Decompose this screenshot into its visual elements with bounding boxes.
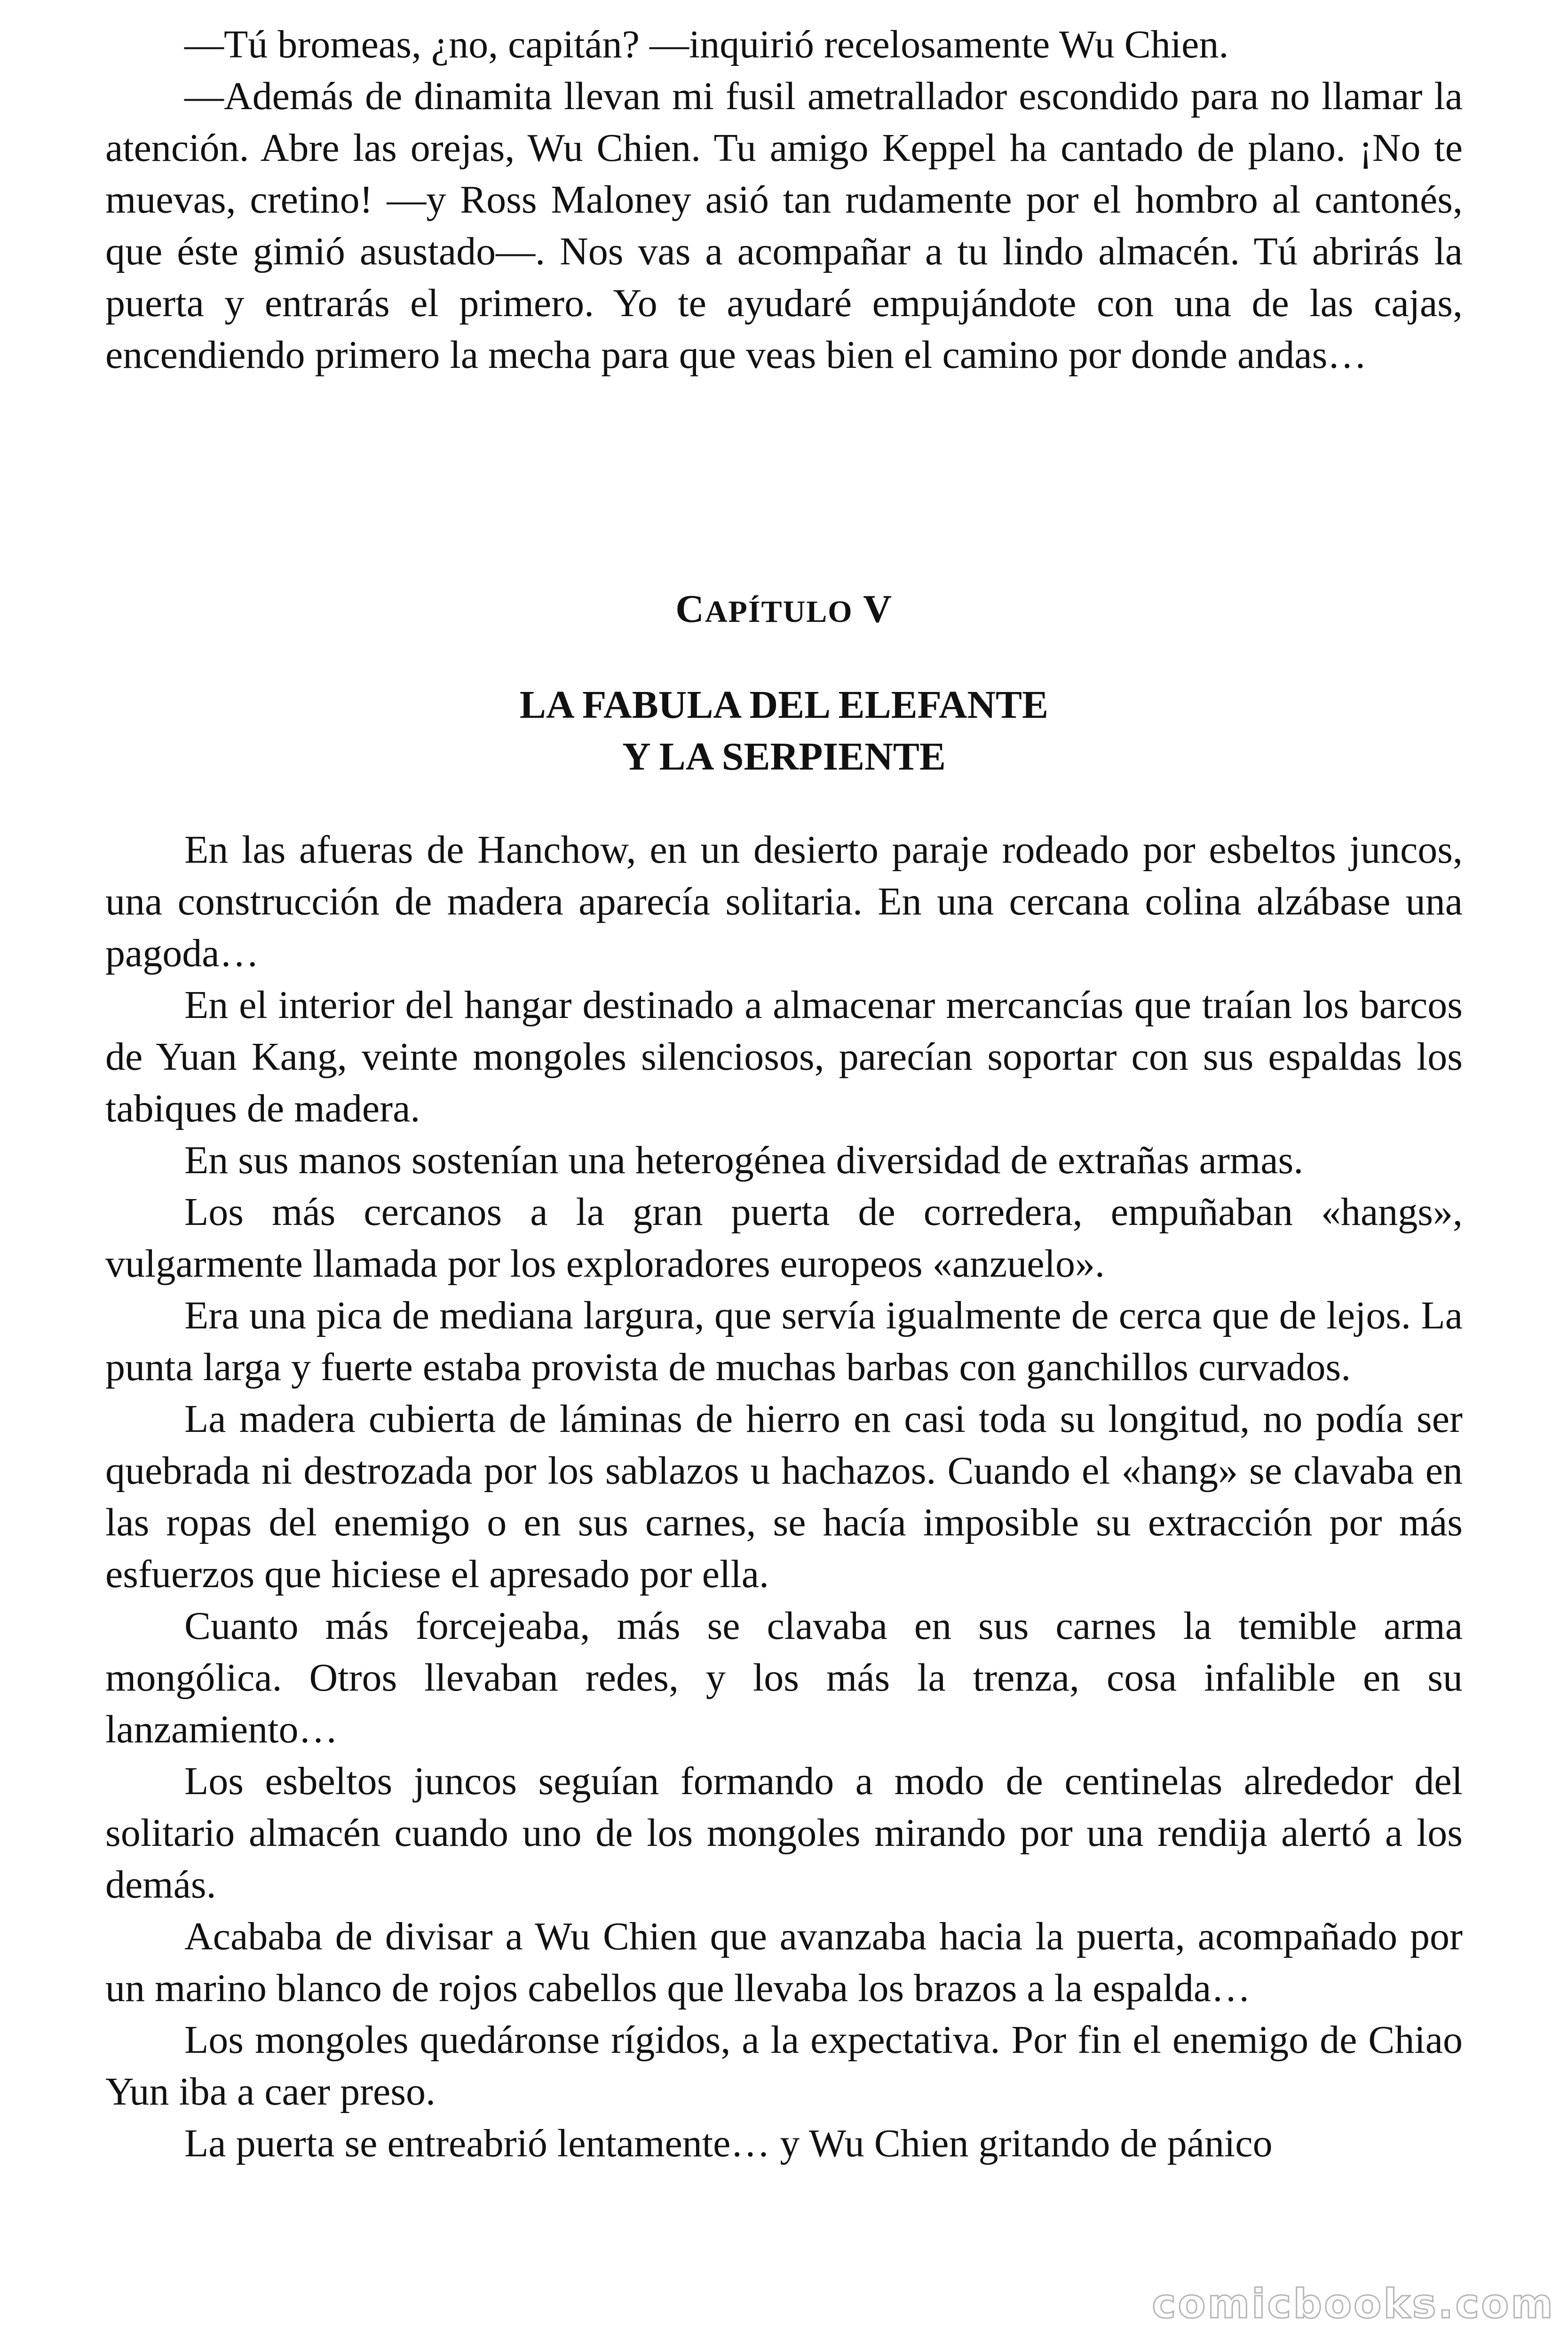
section-gap [105,381,1463,583]
paragraph: Acababa de divisar a Wu Chien que avanzaba hacia la puerta, acompañado por un marino blanco de rojos cabellos que llevaba los brazos a la espalda… [105,1915,1463,2010]
chapter-heading [105,583,1463,638]
paragraph: Los más cercanos a la gran puerta de corredera, empuñaban «hangs», vulgarmente llamada por los exploradores europeos «anzuelo». [105,1190,1463,1286]
paragraph: En el interior del hangar destinado a almacenar mercancías que traían los barcos de Yuan Kang, veinte mongoles silenciosos, parecían soportar con sus espaldas los tabiques de madera. [105,983,1463,1130]
chapter-title-line: Y LA SERPIENTE [622,735,946,779]
chapter-label-initial: C [675,587,705,631]
chapter-title [105,679,1463,783]
paragraph: La puerta se entreabrió lentamente… y Wu Chien gritando de pánico [184,2122,1273,2165]
paragraph: La madera cubierta de láminas de hierro en casi toda su longitud, no podía ser quebrada ni destrozada por los sablazos u hachazos. Cuando el «hang» se clavaba en las ropas del enemigo o en sus carnes, se hacía imposible su extracción por más esfuerzos que hiciese el apresado por ella. [105,1397,1463,1596]
title-gap [105,783,1463,824]
paragraph: —Tú bromeas, ¿no, capitán? —inquirió recelosamente Wu Chien. [184,23,1229,66]
chapter-number: V [863,587,893,631]
chapter-label-rest: APÍTULO [705,595,853,629]
paragraph: Era una pica de mediana largura, que servía igualmente de cerca que de lejos. La punta larga y fuerte estaba provista de muchas barbas con ganchillos curvados. [105,1294,1463,1389]
chapter-title-line: LA FABULA DEL ELEFANTE [519,683,1049,727]
watermark: comicbooks.com [1152,2280,1555,2328]
paragraph: —Además de dinamita llevan mi fusil ametrallador escondido para no llamar la atención. Abre las orejas, Wu Chien. Tu amigo Keppel ha cantado de plano. ¡No te muevas, cretino! —y Ross Maloney asió tan rudamente por el hombro al cantonés, que éste gimió asustado—. Nos vas a acompañar a tu lindo almacén. Tú abrirás la puerta y entrarás el primero. Yo te ayudaré empujándote con una de las cajas, encendiendo primero la mecha para que veas bien el camino por donde andas… [105,74,1463,377]
paragraph: Los esbeltos juncos seguían formando a modo de centinelas alrededor del solitario almacén cuando uno de los mongoles mirando por una rendija alertó a los demás. [105,1759,1463,1907]
page-content [105,19,1463,2169]
paragraph: Los mongoles quedáronse rígidos, a la expectativa. Por fin el enemigo de Chiao Yun iba a caer preso. [105,2018,1463,2114]
paragraph: En las afueras de Hanchow, en un desierto paraje rodeado por esbeltos juncos, una construcción de madera aparecía solitaria. En una cercana colina alzábase una pagoda… [105,828,1463,975]
paragraph: En sus manos sostenían una heterogénea diversidad de extrañas armas. [184,1138,1304,1182]
paragraph: Cuanto más forcejeaba, más se clavaba en sus carnes la temible arma mongólica. Otros llevaban redes, y los más la trenza, cosa infalible en su lanzamiento… [105,1604,1463,1751]
